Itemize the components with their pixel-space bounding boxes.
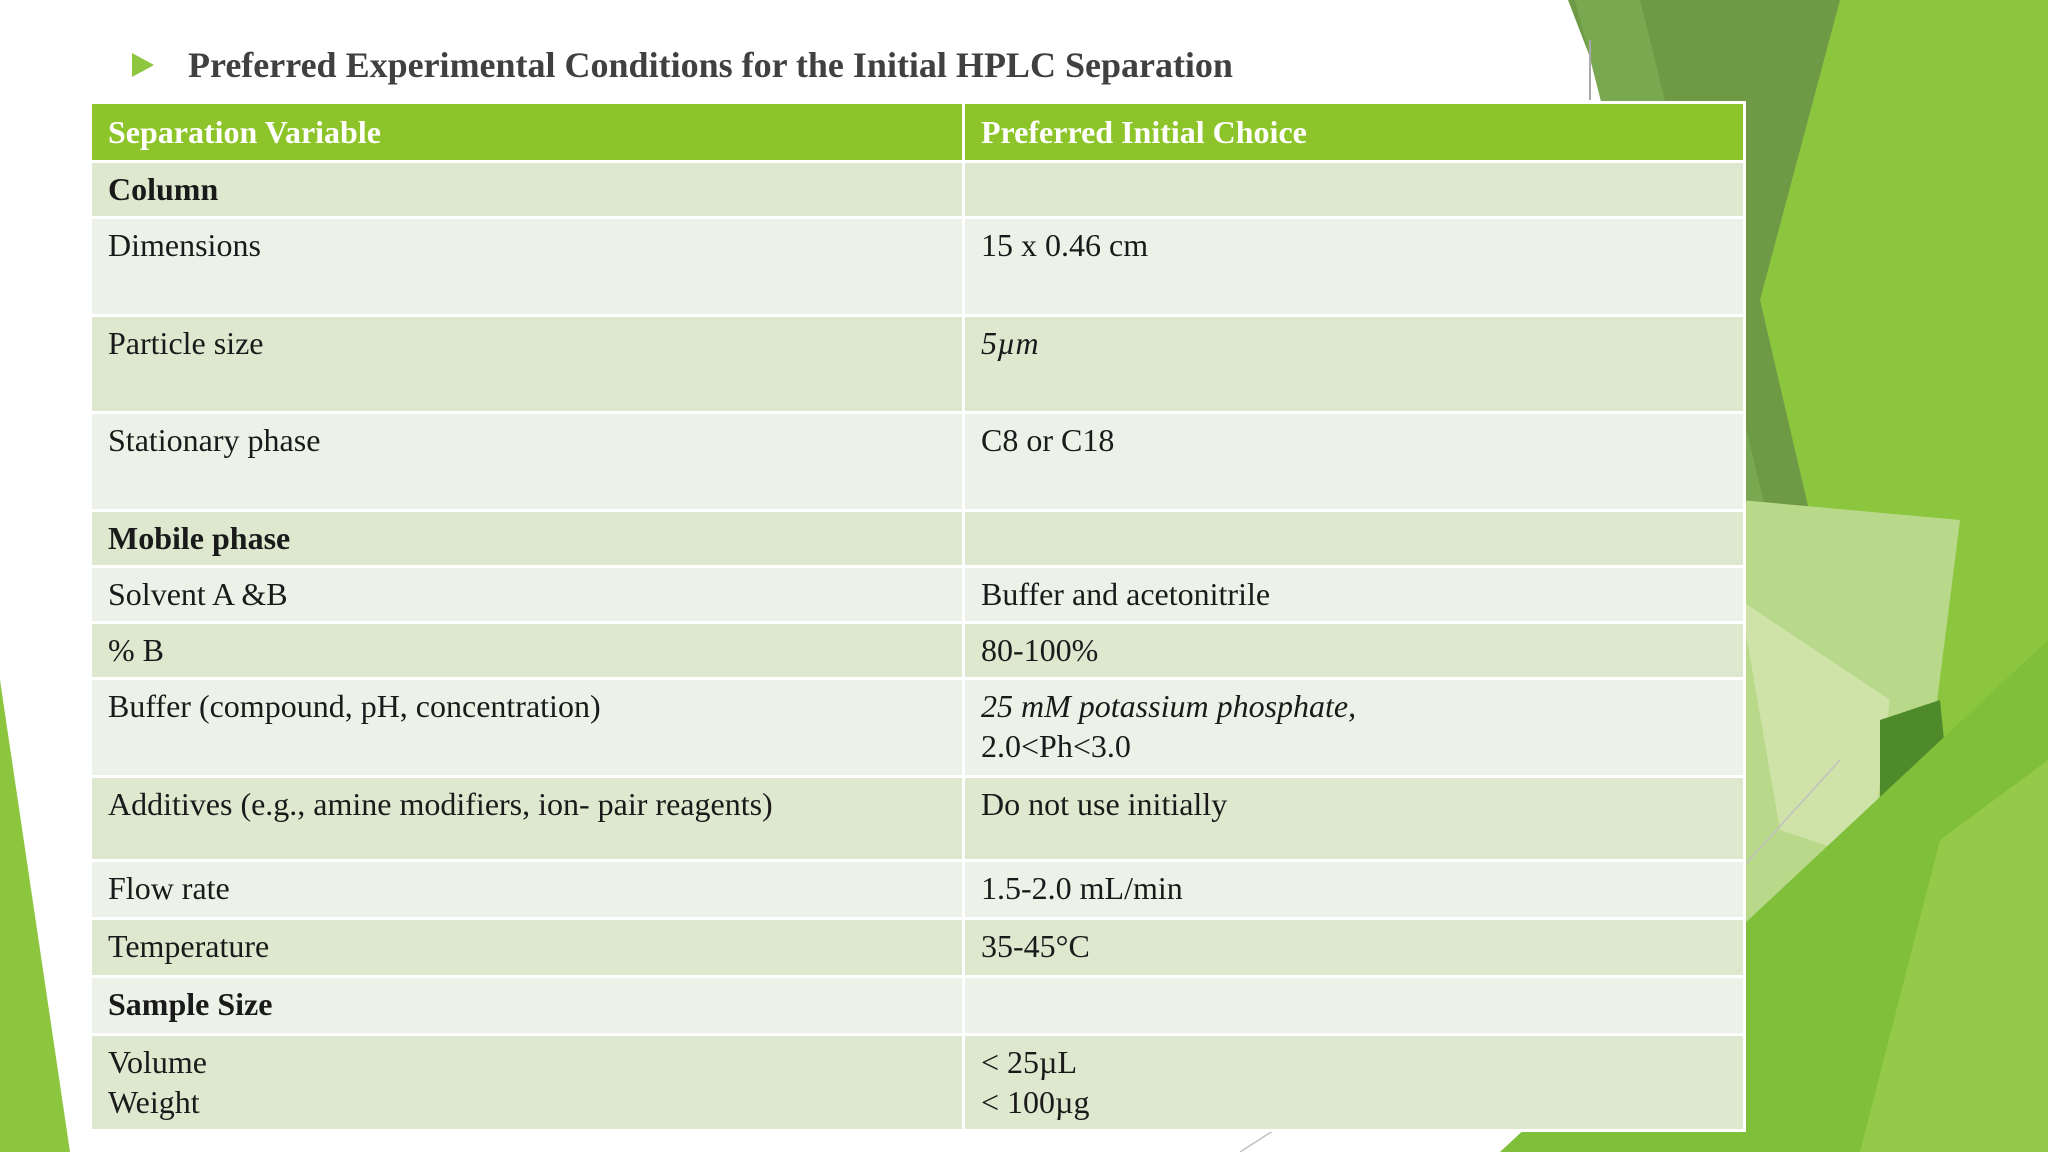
cell-variable: Additives (e.g., amine modifiers, ion- pair reagents): [91, 777, 964, 861]
cell-choice: 35-45°C: [964, 919, 1745, 977]
header-preferred-initial-choice: Preferred Initial Choice: [964, 103, 1745, 162]
cell-variable: % B: [91, 623, 964, 679]
cell-choice: Do not use initially: [964, 777, 1745, 861]
table-row-temperature: [91, 919, 1745, 977]
cell-choice: 15 x 0.46 cm: [964, 218, 1745, 316]
cell-variable: Dimensions: [91, 218, 964, 316]
table-row-particle-size: [91, 316, 1745, 413]
cell-choice-line2: < 100µg: [981, 1084, 1090, 1120]
cell-choice-line1: < 25µL: [981, 1044, 1078, 1080]
table-row-sample-size: [91, 977, 1745, 1035]
cell-choice: 1.5-2.0 mL/min: [964, 861, 1745, 919]
cell-variable: Sample Size: [91, 977, 964, 1035]
cell-choice: 5µm: [964, 316, 1745, 413]
cell-choice: [964, 162, 1745, 218]
cell-variable: Solvent A &B: [91, 567, 964, 623]
table-row-additives: [91, 777, 1745, 861]
slide-title-text: Preferred Experimental Conditions for the Initial HPLC Separation: [188, 45, 1233, 85]
cell-variable: Column: [91, 162, 964, 218]
cell-choice: C8 or C18: [964, 413, 1745, 511]
cell-variable: Stationary phase: [91, 413, 964, 511]
cell-choice: 80-100%: [964, 623, 1745, 679]
cell-choice: [964, 1035, 1745, 1131]
cell-choice: [964, 977, 1745, 1035]
table-row-percent-b: [91, 623, 1745, 679]
triangle-bullet-icon: [132, 53, 154, 77]
table-row-mobile-phase: [91, 511, 1745, 567]
table-row-dimensions: [91, 218, 1745, 316]
cell-variable: Particle size: [91, 316, 964, 413]
cell-choice: Buffer and acetonitrile: [964, 567, 1745, 623]
table-row-buffer: [91, 679, 1745, 777]
table-row-solvent: [91, 567, 1745, 623]
cell-variable: Temperature: [91, 919, 964, 977]
cell-variable: Flow rate: [91, 861, 964, 919]
cell-choice-line2: 2.0<Ph<3.0: [981, 728, 1131, 764]
cell-variable-line2: Weight: [108, 1084, 200, 1120]
table-row-volume-weight: [91, 1035, 1745, 1131]
cell-variable: [91, 1035, 964, 1131]
header-separation-variable: Separation Variable: [91, 103, 964, 162]
conditions-table: [89, 101, 1746, 1132]
slide-title: [132, 44, 1233, 86]
table-row-column: [91, 162, 1745, 218]
cell-variable: Buffer (compound, pH, concentration): [91, 679, 964, 777]
cell-variable: Mobile phase: [91, 511, 964, 567]
cell-choice: [964, 679, 1745, 777]
cell-choice: [964, 511, 1745, 567]
cell-variable-line1: Volume: [108, 1044, 207, 1080]
table-header-row: [91, 103, 1745, 162]
table-row-flow-rate: [91, 861, 1745, 919]
cell-choice-line1: 25 mM potassium phosphate,: [981, 688, 1357, 724]
table-row-stationary-phase: [91, 413, 1745, 511]
